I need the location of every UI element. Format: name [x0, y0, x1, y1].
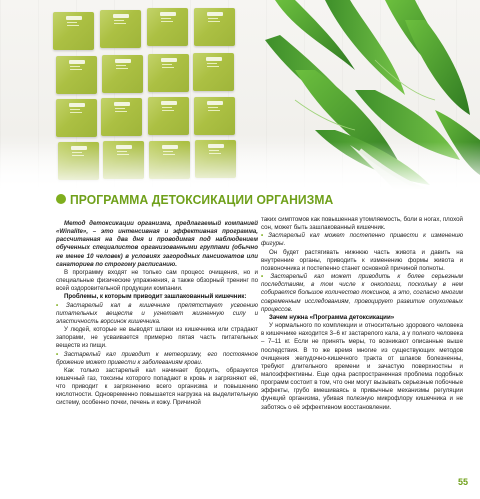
- bullet-text: Застарелый кал в кишечнике препятствует усвоению питательных веществ и угнетает жизненную силу и эластичность ворсинок кишечника.: [56, 301, 258, 325]
- section-heading: [56, 192, 386, 208]
- body-paragraph: У нормального по комплекции и относительно здорового человека в кишечнике находится 3–6 кг застарелого кала, а у полного человека – 7–11 кг. Если не принять меры, то возникают описанные выше последствия. В то же время многие из существующих методов очищения желудочно-кишечного тракта от шлаков болезненны, требуют длительного времени и зачастую поверхностны и малоэффективны. Еще одна распространенная проблема подобных программ состоит в том, что они могут вызывать серьезные побочные эффекты, грубо вмешиваясь в привычные механизмы регуляции функций организма, убивая полезную микрофлору кишечника и не заботясь о её эффективном восстановлении.: [261, 322, 463, 411]
- body-paragraph: В программу входят не только сам процесс очищения, но и специальные физические упражнения, а также обзорный тренинг по всей оздоровительной продукции компании.: [56, 268, 258, 293]
- detox-sachet: [101, 98, 142, 136]
- bullet-text: Застарелый кал приводит к метеоризму, его постоянное брожение может привести к заболеваниям крови.: [56, 350, 258, 366]
- detox-sachet: [148, 97, 189, 135]
- bullet-text: Застарелый кал может постепенно привести к изменению фигуры.: [261, 232, 463, 248]
- detox-sachet: [147, 8, 188, 46]
- green-dot-icon: [56, 194, 66, 204]
- detox-sachet: [194, 97, 235, 135]
- body-paragraph: Он будет растягивать нижнюю часть живота и давить на внутренние органы, приводить к изменению формы живота и позвоночника и постепенно станет основной причиной полноты.: [261, 248, 463, 272]
- body-paragraph: таких симптомов как повышенная утомляемость, боли в ногах, плохой сон, может быть зашлакованный кишечник.: [261, 216, 463, 232]
- body-paragraph: У людей, которые не выводят шлаки из кишечника или страдают запорами, не усваивается примерно пятая часть питательных веществ из пищи.: [56, 326, 258, 350]
- hero-photo: [0, 0, 480, 192]
- bullet-item: [261, 232, 463, 248]
- body-paragraph: Как только застарелый кал начинает бродить, образуется кишечный газ, токсины которого попадают в кровь и загрязняют её, что приводит к загрязнению всего организма и повышению кислотности. Одновременно повышается нагрузка на выделительную систему, особенно почки, печень и кожу. Причиной: [56, 366, 258, 407]
- page-number: 55: [458, 477, 469, 487]
- detox-sachet: [56, 99, 97, 137]
- bullet-dot-icon: •: [56, 301, 59, 309]
- why-subheading: Зачем нужна «Программа детоксикации»: [269, 313, 395, 321]
- detox-sachet: [194, 8, 235, 46]
- detox-sachet: [193, 53, 234, 91]
- right-column: [261, 216, 463, 412]
- left-column: [56, 220, 258, 408]
- detox-sachet: [53, 12, 94, 50]
- bullet-text: Застарелый кал может приводить к более серьезным последствиям, в том числе к онкологии, поскольку в нем собирается большое количество токсинов, а это, согласно многим современным исследованиям, провоцирует развитие опухолевых процессов.: [261, 273, 463, 313]
- bullet-dot-icon: •: [56, 350, 59, 358]
- detox-sachet: [102, 55, 143, 93]
- detox-sachet: [148, 54, 189, 92]
- intro-paragraph: Метод детоксикации организма, предлагаемый компанией «Winalite», – это интенсивная и эффективная программа, рассчитанная на два дня и проводимая под наблюдением обученных специалистов организованными группами (обычно не менее 10 человек) в условиях загородных пансионатов или санаториев по строгому расписанию.: [56, 220, 258, 268]
- bullet-item: [56, 351, 258, 367]
- detox-sachet: [56, 56, 97, 94]
- bullet-dot-icon: •: [261, 232, 264, 240]
- photo-fade: [0, 142, 480, 192]
- bullet-dot-icon: •: [261, 273, 264, 281]
- bullet-item: [261, 273, 463, 314]
- bullet-item: [56, 302, 258, 326]
- detox-sachet: [100, 10, 141, 48]
- section-title: ПРОГРАММА ДЕТОКСИКАЦИИ ОРГАНИЗМА: [70, 192, 334, 207]
- problems-subheading: Проблемы, к которым приводит зашлакованный кишечник:: [64, 293, 247, 301]
